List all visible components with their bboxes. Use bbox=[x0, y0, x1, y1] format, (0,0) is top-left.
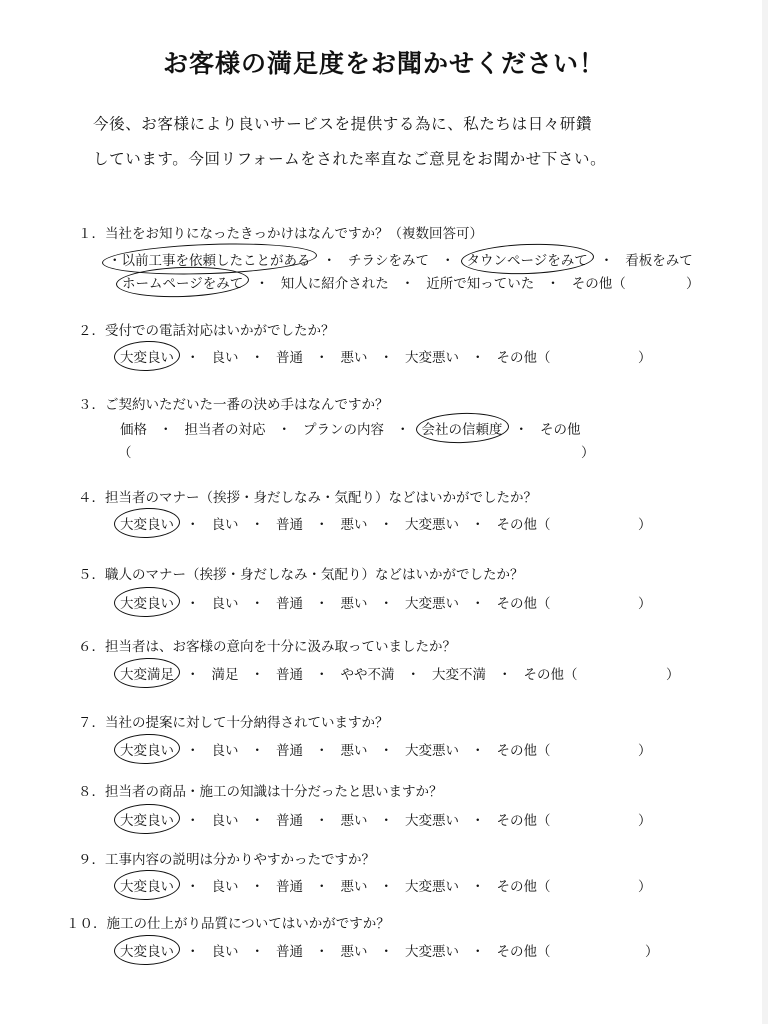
q4-option-1[interactable]: 大変良い bbox=[120, 513, 174, 533]
q2-option-1[interactable]: 大変良い bbox=[120, 346, 174, 366]
q1-option-2[interactable]: チラシをみて bbox=[348, 253, 429, 269]
separator: ・ bbox=[250, 944, 264, 960]
separator: ・ bbox=[159, 422, 173, 438]
q6-option-other[interactable]: その他（ bbox=[523, 667, 578, 683]
q5-option-5[interactable]: 大変悪い bbox=[405, 596, 459, 612]
separator: ・ bbox=[250, 743, 264, 759]
separator: ・ bbox=[546, 276, 560, 292]
q6-option-3[interactable]: 普通 bbox=[276, 667, 303, 683]
separator: ・ bbox=[322, 253, 336, 269]
survey-title: お客様の満足度をお聞かせください！ bbox=[162, 49, 605, 78]
separator: ・ bbox=[379, 596, 393, 612]
question-10: １０．施工の仕上がり品質についてはいかがですか？ bbox=[66, 916, 390, 932]
separator: ・ bbox=[396, 422, 410, 438]
separator: ・ bbox=[379, 944, 393, 960]
separator: ・ bbox=[379, 813, 393, 829]
separator: ・ bbox=[471, 743, 485, 759]
q2-other-close: ） bbox=[638, 350, 652, 366]
q6-option-4[interactable]: やや不満 bbox=[340, 667, 395, 683]
q9-option-5[interactable]: 大変悪い bbox=[405, 879, 459, 895]
q4-options bbox=[120, 513, 551, 533]
q2-option-3[interactable]: 普通 bbox=[276, 350, 303, 366]
q3-option-2[interactable]: 担当者の対応 bbox=[184, 422, 266, 438]
q7-option-other[interactable]: その他（ bbox=[496, 743, 551, 759]
q6-option-2[interactable]: 満足 bbox=[211, 667, 239, 683]
separator: ・ bbox=[250, 879, 264, 895]
q5-option-other[interactable]: その他（ bbox=[496, 596, 551, 612]
separator: ・ bbox=[186, 350, 200, 366]
separator: ・ bbox=[186, 944, 200, 960]
q1-option-5[interactable]: ホームページをみて bbox=[122, 272, 243, 292]
q6-other-close: ） bbox=[666, 667, 680, 683]
q7-option-2[interactable]: 良い bbox=[211, 743, 239, 759]
q7-option-3[interactable]: 普通 bbox=[276, 743, 303, 759]
separator: ・ bbox=[315, 879, 329, 895]
separator: ・ bbox=[250, 667, 264, 683]
separator: ・ bbox=[315, 517, 329, 533]
separator: ・ bbox=[514, 422, 528, 438]
q6-option-1[interactable]: 大変満足 bbox=[120, 663, 174, 683]
question-8: ８．担当者の商品・施工の知識は十分だったと思いますか？ bbox=[78, 784, 443, 800]
question-5: ５．職人のマナー（挨拶・身だしなみ・気配り）などはいかがでしたか？ bbox=[78, 567, 524, 583]
q5-option-4[interactable]: 悪い bbox=[340, 596, 368, 612]
q4-option-5[interactable]: 大変悪い bbox=[405, 517, 459, 533]
q9-other-close: ） bbox=[638, 879, 652, 895]
q3-option-3[interactable]: プランの内容 bbox=[303, 422, 384, 438]
q8-option-5[interactable]: 大変悪い bbox=[405, 813, 459, 829]
separator: ・ bbox=[471, 879, 485, 895]
q9-option-3[interactable]: 普通 bbox=[276, 879, 303, 895]
separator: ・ bbox=[315, 743, 329, 759]
q3-option-4[interactable]: 会社の信頼度 bbox=[422, 418, 503, 438]
separator: ・ bbox=[379, 743, 393, 759]
intro-line-1: 今後、お客様により良いサービスを提供する為に、私たちは日々研鑽 bbox=[93, 115, 593, 133]
separator: ・ bbox=[379, 517, 393, 533]
q1-other-close: ） bbox=[686, 276, 700, 292]
question-4: ４．担当者のマナー（挨拶・身だしなみ・気配り）などはいかがでしたか？ bbox=[78, 490, 537, 506]
q10-option-1[interactable]: 大変良い bbox=[120, 940, 174, 960]
separator: ・ bbox=[250, 517, 264, 533]
separator: ・ bbox=[441, 253, 455, 269]
separator: ・ bbox=[315, 813, 329, 829]
q6-options bbox=[120, 663, 578, 683]
question-2: ２．受付での電話対応はいかがでしたか？ bbox=[78, 323, 335, 339]
q9-option-1[interactable]: 大変良い bbox=[120, 875, 174, 895]
separator: ・ bbox=[471, 944, 485, 960]
separator: ・ bbox=[471, 596, 485, 612]
q1-option-7[interactable]: 近所で知っていた bbox=[426, 276, 535, 292]
q9-option-4[interactable]: 悪い bbox=[340, 879, 368, 895]
separator: ・ bbox=[250, 813, 264, 829]
intro-line-2: しています。今回リフォームをされた率直なご意見をお聞かせ下さい。 bbox=[93, 150, 607, 168]
q1-option-1[interactable]: ・以前工事を依頼したことがある bbox=[108, 249, 311, 269]
q3-other-open: （ bbox=[118, 445, 132, 461]
question-9: ９．工事内容の説明は分かりやすかったですか？ bbox=[78, 852, 375, 868]
q1-options-row2 bbox=[122, 272, 626, 292]
q8-option-4[interactable]: 悪い bbox=[340, 813, 368, 829]
q4-option-4[interactable]: 悪い bbox=[340, 517, 368, 533]
separator: ・ bbox=[186, 879, 200, 895]
q2-option-2[interactable]: 良い bbox=[211, 350, 239, 366]
q9-option-2[interactable]: 良い bbox=[211, 879, 239, 895]
q1-option-3[interactable]: タウンページをみて bbox=[467, 249, 588, 269]
question-1: １．当社をお知りになったきっかけはなんですか？（複数回答可） bbox=[78, 226, 483, 242]
q8-option-3[interactable]: 普通 bbox=[276, 813, 303, 829]
separator: ・ bbox=[400, 276, 415, 292]
separator: ・ bbox=[315, 667, 329, 683]
q5-option-1[interactable]: 大変良い bbox=[120, 592, 174, 612]
separator: ・ bbox=[255, 276, 269, 292]
q1-option-4[interactable]: 看板をみて bbox=[625, 253, 693, 269]
separator: ・ bbox=[277, 422, 291, 438]
q8-options bbox=[120, 809, 551, 829]
q7-other-close: ） bbox=[638, 743, 652, 759]
separator: ・ bbox=[250, 350, 264, 366]
q3-other-close: ） bbox=[581, 445, 595, 461]
separator: ・ bbox=[315, 596, 329, 612]
q5-options bbox=[120, 592, 551, 612]
q2-option-other[interactable]: その他（ bbox=[496, 350, 551, 366]
separator: ・ bbox=[599, 253, 614, 269]
separator: ・ bbox=[186, 813, 200, 829]
q4-option-2[interactable]: 良い bbox=[211, 517, 239, 533]
q10-option-5[interactable]: 大変悪い bbox=[405, 944, 459, 960]
separator: ・ bbox=[315, 350, 329, 366]
q7-option-4[interactable]: 悪い bbox=[340, 743, 368, 759]
q5-option-2[interactable]: 良い bbox=[211, 596, 239, 612]
q7-option-5[interactable]: 大変悪い bbox=[405, 743, 459, 759]
q2-options bbox=[120, 346, 551, 366]
q10-option-3[interactable]: 普通 bbox=[276, 944, 303, 960]
q8-option-other[interactable]: その他（ bbox=[496, 813, 551, 829]
separator: ・ bbox=[471, 517, 485, 533]
separator: ・ bbox=[379, 350, 393, 366]
q4-option-other[interactable]: その他（ bbox=[496, 517, 551, 533]
question-7: ７．当社の提案に対して十分納得されていますか？ bbox=[78, 715, 389, 731]
separator: ・ bbox=[315, 944, 329, 960]
separator: ・ bbox=[250, 596, 264, 612]
q10-other-close: ） bbox=[645, 944, 659, 960]
separator: ・ bbox=[471, 350, 485, 366]
q9-options bbox=[120, 875, 551, 895]
q4-other-close: ） bbox=[638, 517, 652, 533]
separator: ・ bbox=[379, 879, 393, 895]
q3-option-1[interactable]: 価格 bbox=[120, 422, 147, 438]
q2-option-4[interactable]: 悪い bbox=[340, 350, 368, 366]
q7-options bbox=[120, 739, 551, 759]
q3-options bbox=[120, 418, 581, 438]
q5-option-3[interactable]: 普通 bbox=[276, 596, 303, 612]
question-3: ３．ご契約いただいた一番の決め手はなんですか？ bbox=[78, 397, 389, 413]
separator: ・ bbox=[186, 667, 200, 683]
q7-option-1[interactable]: 大変良い bbox=[120, 739, 174, 759]
q4-option-3[interactable]: 普通 bbox=[276, 517, 303, 533]
scan-edge bbox=[762, 0, 768, 1024]
q10-options bbox=[120, 940, 551, 960]
q8-option-1[interactable]: 大変良い bbox=[120, 809, 174, 829]
q3-option-other[interactable]: その他 bbox=[540, 422, 581, 438]
q6-option-5[interactable]: 大変不満 bbox=[432, 667, 486, 683]
separator: ・ bbox=[471, 813, 485, 829]
q10-option-other[interactable]: その他（ bbox=[496, 944, 551, 960]
q8-other-close: ） bbox=[638, 813, 652, 829]
separator: ・ bbox=[406, 667, 420, 683]
q8-option-2[interactable]: 良い bbox=[211, 813, 239, 829]
separator: ・ bbox=[186, 596, 200, 612]
q1-option-6[interactable]: 知人に紹介された bbox=[280, 276, 389, 292]
q1-option-other[interactable]: その他（ bbox=[571, 276, 626, 292]
separator: ・ bbox=[186, 743, 200, 759]
q9-option-other[interactable]: その他（ bbox=[496, 879, 551, 895]
q2-option-5[interactable]: 大変悪い bbox=[405, 350, 459, 366]
separator: ・ bbox=[498, 667, 512, 683]
separator: ・ bbox=[186, 517, 200, 533]
q5-other-close: ） bbox=[638, 596, 652, 612]
q10-option-4[interactable]: 悪い bbox=[340, 944, 368, 960]
q10-option-2[interactable]: 良い bbox=[211, 944, 239, 960]
question-6: ６．担当者は、お客様の意向を十分に汲み取っていましたか？ bbox=[78, 639, 456, 655]
